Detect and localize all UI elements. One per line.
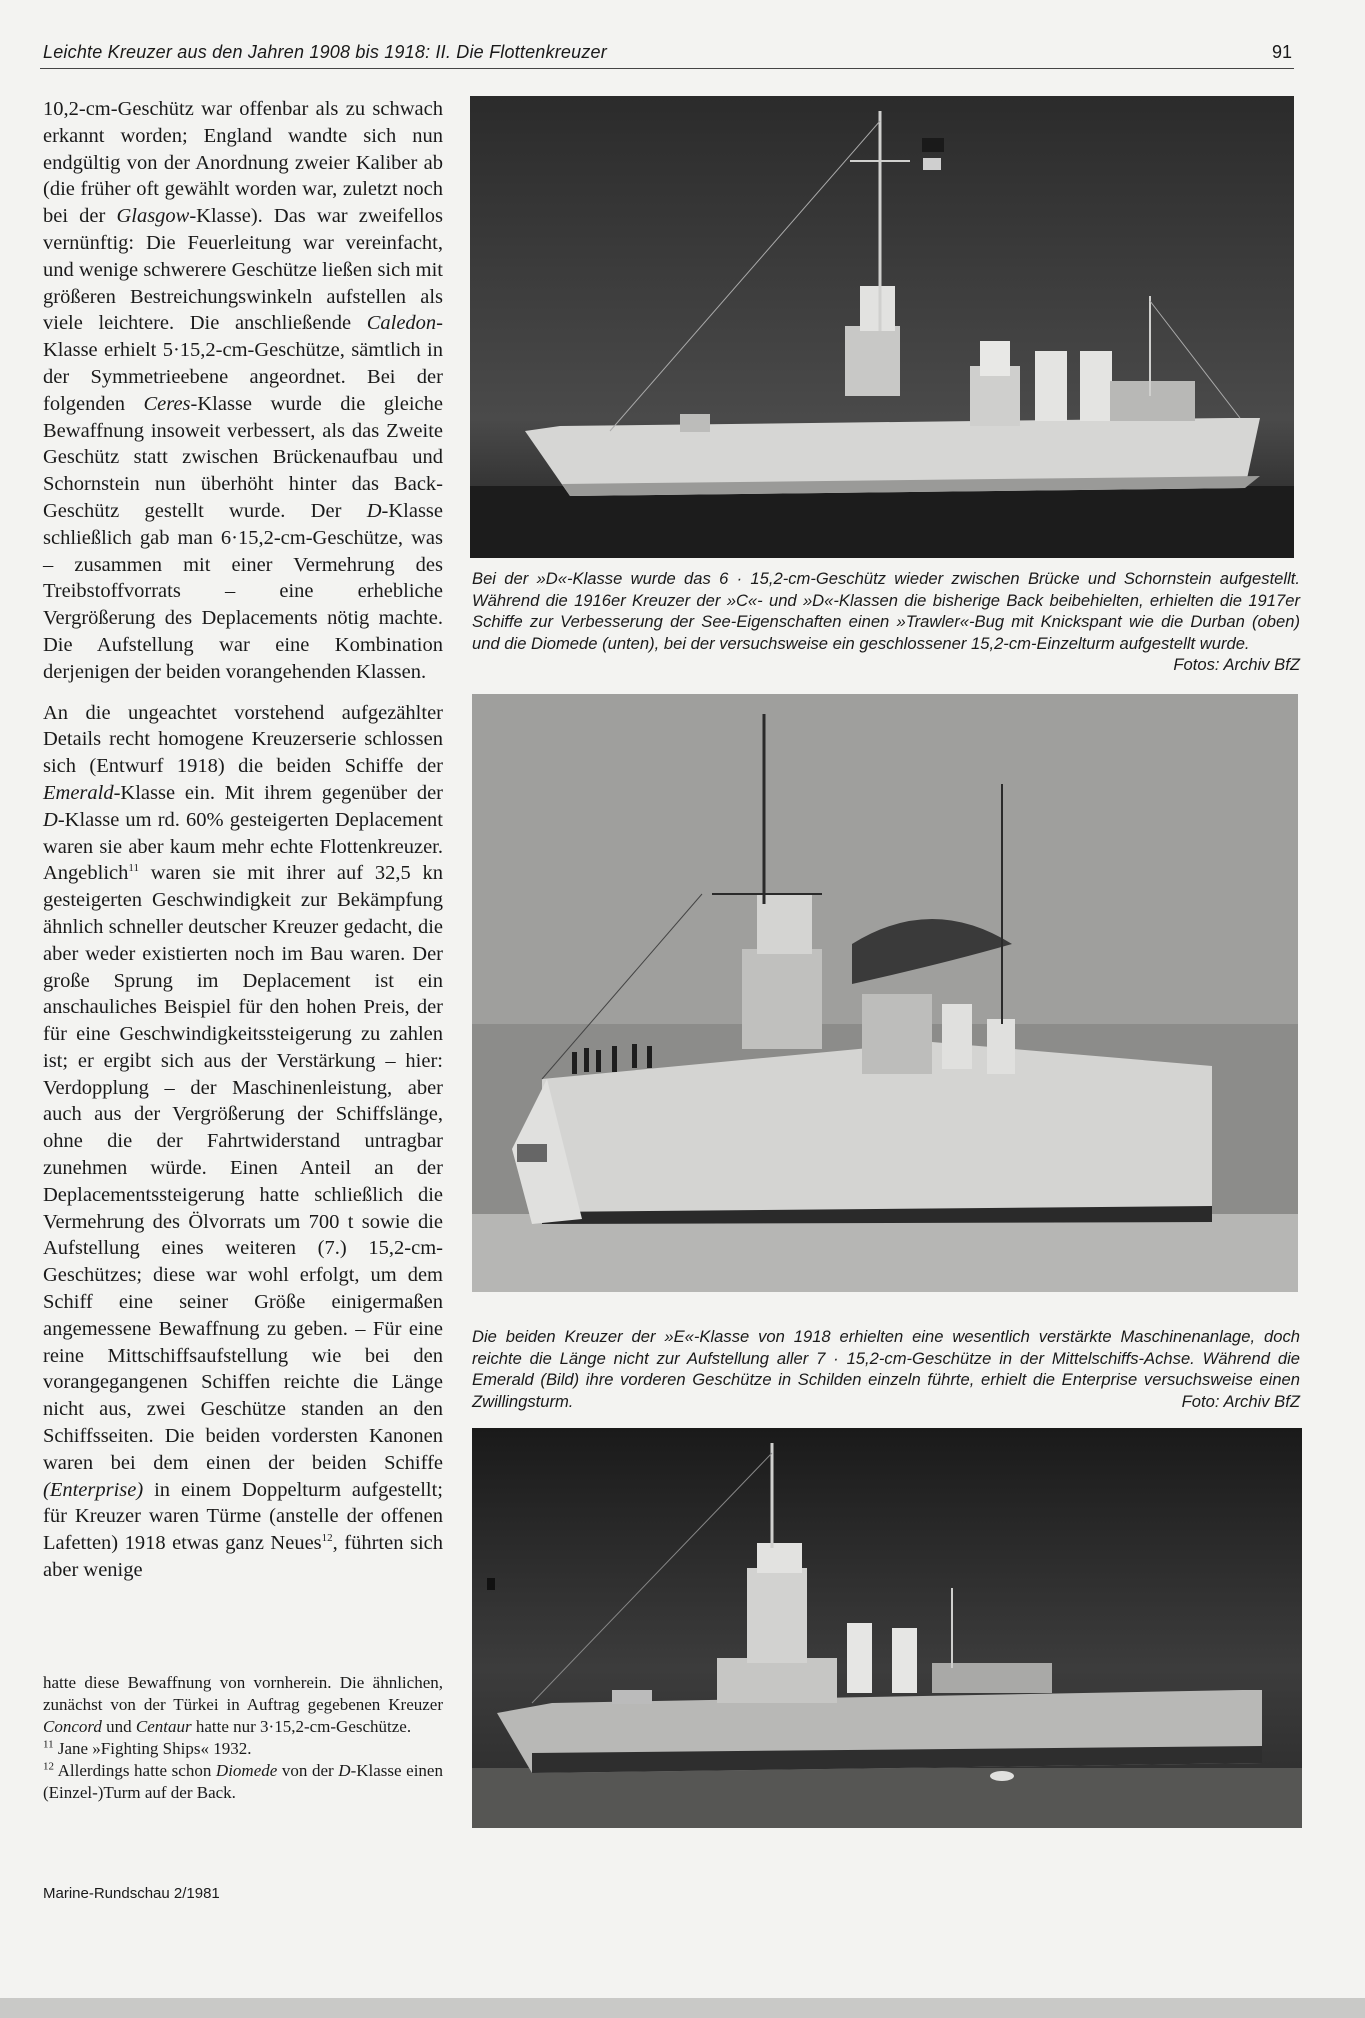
paragraph-1: 10,2-cm-Geschütz war offenbar als zu schwach erkannt worden; England wandte sich nun endgültig von der Anordnung zweier Kaliber ab (die früher oft gewählt worden war, zuletzt noch bei der Glasgow-Klasse). Das war zweifellos vernünftig: Die Feuerleitung war vereinfacht, und wenige schwerere Geschütze ließen sich mit größeren Bestreichungswinkeln aufstellen als viele leichtere. Die anschließende Caledon-Klasse erhielt 5·15,2-cm-Geschütze, sämtlich in der Symmetrieebene angeordnet. Bei der folgenden Ceres-Klasse wurde die gleiche Bewaffnung insoweit verbessert, als das Zweite Geschütz statt zwischen Brückenaufbau und Schornstein nun überhöht hinter das Back-Geschütz gestellt wurde. Der D-Klasse schließlich gab man 6·15,2-cm-Geschütze, was – zusammen mit einer Vermehrung des Treibstoffvorrats – eine erhebliche Vergrößerung des Deplacements nötig machte. Die Aufstellung war eine Kombination derjenigen der beiden vorangehenden Klassen.	[43, 98, 443, 683]
photo-d-class-cruiser	[470, 96, 1294, 558]
footnote-12: $^{12}$ Allerdings hatte schon Diomede von der D-Klasse einen (Einzel-)Turm auf der Back.	[43, 1760, 443, 1802]
journal-footer: Marine-Rundschau 2/1981	[43, 1885, 220, 1902]
photo-diomede	[472, 694, 1298, 1292]
running-header: Leichte Kreuzer aus den Jahren 1908 bis 1918: II. Die Flottenkreuzer	[43, 42, 607, 62]
footnote-11: $^{11}$ Jane »Fighting Ships« 1932.	[43, 1738, 252, 1758]
caption-photo-2: Die beiden Kreuzer der »E«-Klasse von 1918 erhielten eine wesentlich verstärkte Maschinenanlage, doch reichte die Länge nicht zur Aufstellung aller 7 · 15,2-cm-Geschütze in der Mittelschiffs-Achse. Während die Emerald (Bild) ihre vorderen Geschütze in Schilden einzeln führte, erhielt die Enterprise versuchsweise einen Zwillingsturm. Foto: Archiv BfZ	[472, 1327, 1300, 1411]
photo-credit-1: Fotos: Archiv BfZ	[1173, 655, 1300, 675]
page-number: 91	[1271, 42, 1292, 62]
body-text-column	[43, 96, 443, 1584]
footnote-continuation: hatte diese Bewaffnung von vornherein. Die ähnlichen, zunächst von der Türkei in Auftrag gegebenen Kreuzer Concord und Centaur hatte nur 3·15,2-cm-Geschütze.	[43, 1673, 443, 1736]
caption-photo-1: Bei der »D«-Klasse wurde das 6 · 15,2-cm-Geschütz wieder zwischen Brücke und Schornstein aufgestellt. Während die 1916er Kreuzer der »C«- und »D«-Klassen die bisherige Back beibehielten, erhielten die 1917er Schiffe zur Verbesserung der See-Eigenschaften einen »Trawler«-Bug mit Knickspant wie die Durban (oben) und die Diomede (unten), bei der versuchsweise ein geschlossener 15,2-cm-Einzelturm aufgestellt wurde. Fotos: Archiv BfZ	[472, 569, 1300, 675]
footnote-ref-11: 11	[128, 862, 139, 875]
photo-credit-2: Foto: Archiv BfZ	[1181, 1391, 1300, 1411]
photo-emerald	[472, 1428, 1302, 1828]
ship-photo-diomede	[472, 694, 1298, 1292]
header-rule	[40, 68, 1294, 69]
footnote-ref-12: 12	[321, 1532, 333, 1545]
ship-photo-emerald	[472, 1428, 1302, 1828]
paragraph-2: An die ungeachtet vorstehend aufgezählter Details recht homogene Kreuzerserie schlossen sich (Entwurf 1918) die beiden Schiffe der Emerald-Klasse ein. Mit ihrem gegenüber der D-Klasse um rd. 60% gesteigerten Deplacement waren sie aber kaum mehr echte Flottenkreuzer. Angeblich$^{11}$ waren sie mit ihrer auf 32,5 kn gesteigerten Geschwindigkeit zur Bekämpfung ähnlich schneller deutscher Kreuzer gedacht, die aber weder existierten noch im Bau waren. Der große Sprung im Deplacement ist ein anschauliches Beispiel für den hohen Preis, der für eine Geschwindigkeitssteigerung zu zahlen ist; er ergibt sich aus der Verstärkung – hier: Verdopplung – der Maschinenleistung, aber auch aus der Vergrößerung der Schiffslänge, ohne die der Fahrtwiderstand untragbar zunehmen würde. Einen Anteil an der Deplacementssteigerung hatte schließlich die Vermehrung des Ölvorrats um 700 t sowie die Aufstellung eines weiteren (7.) 15,2-cm-Geschützes; diese war wohl erfolgt, um dem Schiff eine seiner Größe einigermaßen angemessene Bewaffnung zu geben. – Für eine reine Mittschiffsaufstellung wie bei den vorangegangenen Schiffen reichte die Länge nicht aus, zwei Geschütze standen an den Schiffsseiten. Die beiden vordersten Kanonen waren bei dem einen der beiden Schiffe (Enterprise) in einem Doppelturm aufgestellt; für Kreuzer waren Türme (anstelle der offenen Lafetten) 1918 etwas ganz Neues$^{12}$, führten sich aber wenige	[43, 701, 443, 1582]
ship-photo-durban	[470, 96, 1294, 558]
scan-bottom-band	[0, 1998, 1365, 2018]
footnotes	[43, 1672, 443, 1804]
